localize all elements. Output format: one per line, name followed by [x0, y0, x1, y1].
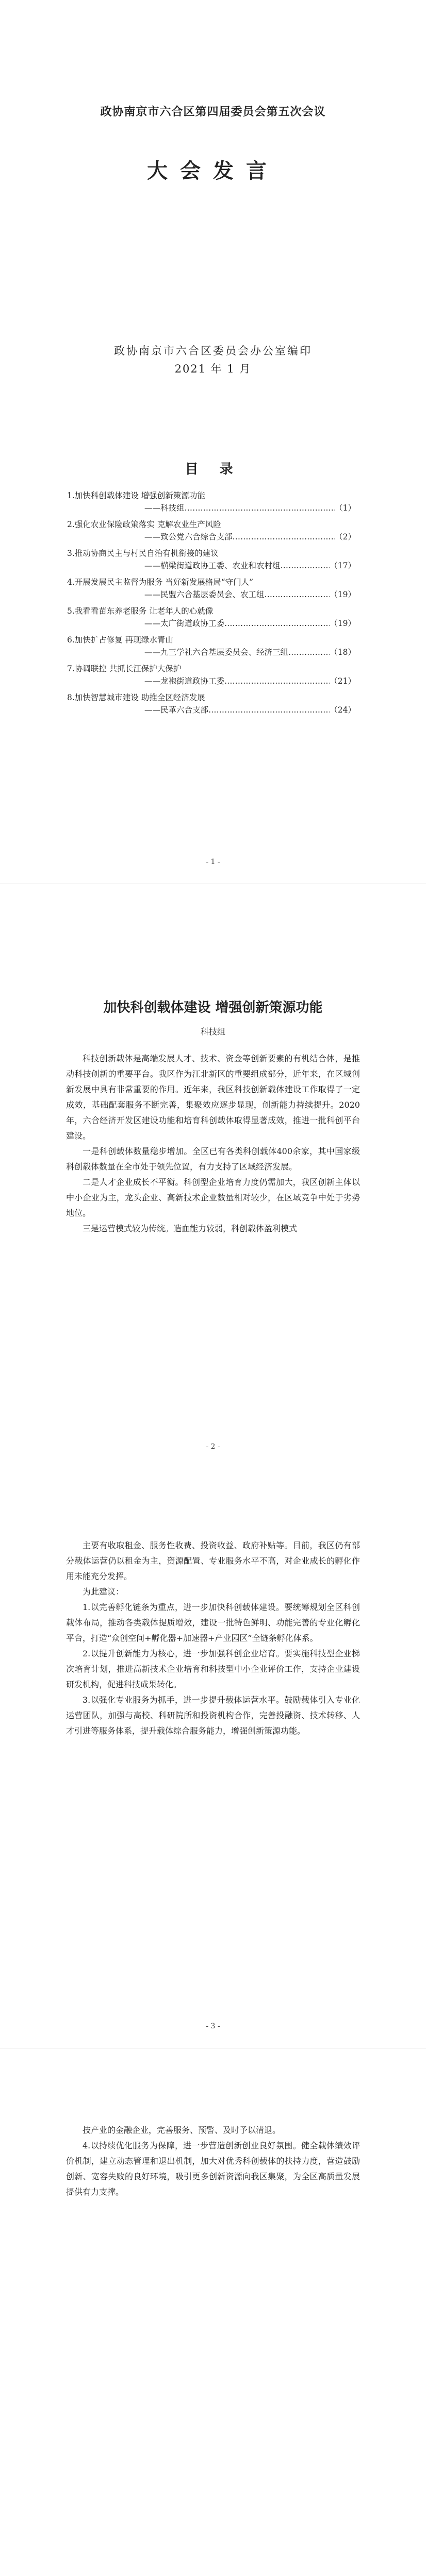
article-title: 加快科创载体建设 增强创新策源功能	[103, 1000, 323, 1015]
toc-entry-title: 3.推动协商民主与村民自治有机衔接的建议	[67, 549, 219, 558]
toc-entry-author: ——科技组	[144, 503, 185, 513]
paragraph: 二是人才企业成长不平衡。科创型企业培育力度仍需加大，我区创新主体以中小企业为主，龙头企业、高新技术企业数量相对较少，在区域竞争中处于劣势地位。	[66, 1177, 360, 1218]
toc-entry-title: 8.加快智慧城市建设 助推全区经济发展	[67, 693, 205, 702]
page-number: - 3 -	[206, 2022, 220, 2030]
toc-entry[interactable]	[67, 576, 356, 601]
toc-entry-author: ——九三学社六合基层委员会、经济三组	[144, 648, 289, 657]
toc-entry-title: 2.强化农业保险政策落实 克解农业生产风险	[67, 520, 221, 529]
paragraph: 一是科创载体数量稳步增加。全区已有各类科创载体400余家，其中国家级科创载体数量在全市处于领先位置，有力支持了区域经济发展。	[66, 1146, 360, 1172]
toc-entry-page: （18）	[330, 648, 356, 657]
toc-entry-page: （19）	[330, 590, 356, 599]
paragraph: 为此建议：	[83, 1587, 124, 1597]
toc-entry-title: 4.开展发展民主监督为服务 当好新发展格局“守门人”	[67, 578, 254, 587]
toc-entry-title: 6.加快扩占修复 再现绿水青山	[67, 635, 173, 645]
cover-subtitle: 大会发言	[147, 159, 279, 183]
article-body-page-1	[66, 1051, 360, 1236]
article-body-page-3	[66, 2123, 360, 2200]
cover-organization: 政协南京市六合区委员会办公室编印	[114, 345, 312, 357]
toc-entry-author: ——横梁街道政协工委、农业和农村组	[144, 561, 281, 570]
toc-entry-page: （17）	[330, 561, 356, 570]
toc-entry[interactable]	[67, 518, 356, 543]
toc-entry-page: （19）	[330, 619, 356, 628]
toc-entry-title: 5.我看看苗东养老服务 让老年人的心就像	[67, 606, 214, 616]
table-of-contents	[67, 489, 356, 720]
toc-entry[interactable]	[67, 547, 356, 572]
page-number: - 2 -	[206, 1443, 220, 1451]
toc-entry-author: ——民盟六合基层委员会、农工组	[144, 590, 265, 599]
page-number: - 1 -	[206, 858, 220, 866]
cover-title: 政协南京市六合区第四届委员会第五次会议	[100, 105, 326, 118]
paragraph: 3.以强化专业服务为抓手，进一步提升载体运营水平。鼓励载体引入专业化运营团队，加强与高校、科研院所和投资机构合作，完善投融资、技术转移、人才引进等服务体系，提升载体综合服务能力，增强创新策源功能。	[66, 1695, 360, 1736]
toc-entry-author: ——民革六合支部	[144, 705, 209, 715]
paragraph: 主要有收取租金、服务性收费、投资收益、政府补贴等。目前，我区仍有部分载体运营仍以租金为主，资源配置、专业服务水平不高，对企业成长的孵化作用未能充分发挥。	[66, 1540, 360, 1581]
toc-entry[interactable]	[67, 691, 356, 716]
paragraph: 4.以持续优化服务为保障，进一步营造创新创业良好氛围。健全载体绩效评价机制，建立动态管理和退出机制，加大对优秀科创载体的扶持力度，营造鼓励创新、宽容失败的良好环境，吸引更多创新资源向我区集聚，为全区高质量发展提供有力支撑。	[66, 2141, 360, 2197]
paragraph: 2.以提升创新能力为核心，进一步加强科创企业培育。要实施科技型企业梯次培育计划，推进高新技术企业培育和科技型中小企业评价工作，支持企业建设研发机构，促进科技成果转化。	[66, 1649, 360, 1689]
toc-entry-author: ——龙袍街道政协工委	[144, 676, 225, 686]
toc-entry[interactable]	[67, 663, 356, 687]
paragraph: 科技创新载体是高端发展人才、技术、资金等创新要素的有机结合体，是推动科技创新的重要平台。我区作为江北新区的重要组成部分，近年来，在区域创新发展中具有非常重要的作用。近年来，我区科技创新载体建设工作取得了一定成效，基础配套服务不断完善，集聚效应逐步显现，创新能力持续提升。2020年，六合经济开发区建设功能和培育科创载体取得显著成效，推进一批科创平台建设。	[66, 1054, 360, 1141]
article-body-page-2	[66, 1538, 360, 1739]
toc-entry-author: ——致公党六合综合支部	[144, 532, 233, 541]
toc-entry-page: （2）	[335, 532, 356, 541]
toc-entry[interactable]	[67, 605, 356, 630]
toc-entry-author: ——太广街道政协工委	[144, 619, 225, 628]
paragraph: 三是运营模式较为传统。造血能力较弱，科创载体盈利模式	[83, 1224, 298, 1233]
cover-date: 2021 年 1 月	[174, 363, 252, 375]
article-byline: 科技组	[200, 1027, 225, 1037]
toc-entry-title: 1.加快科创载体建设 增强创新策源功能	[67, 491, 205, 500]
toc-entry-page: （24）	[330, 705, 356, 715]
toc-entry-page: （1）	[335, 503, 356, 513]
toc-entry[interactable]	[67, 489, 356, 514]
paragraph: 技产业的金融企业，完善服务、预警、及时予以清退。	[83, 2125, 281, 2135]
toc-entry-title: 7.协调联控 共抓长江保护大保护	[67, 664, 182, 673]
paragraph: 1.以完善孵化链条为重点，进一步加快科创载体建设。要统筹规划全区科创载体布局，推动各类载体提质增效，建设一批特色鲜明、功能完善的专业化孵化平台，打造“众创空间+孵化器+加速器+产业园区”全链条孵化体系。	[66, 1602, 360, 1643]
toc-entry-page: （21）	[330, 676, 356, 686]
toc-entry[interactable]	[67, 634, 356, 658]
toc-title: 目 录	[185, 462, 241, 477]
cover-page	[0, 0, 426, 884]
